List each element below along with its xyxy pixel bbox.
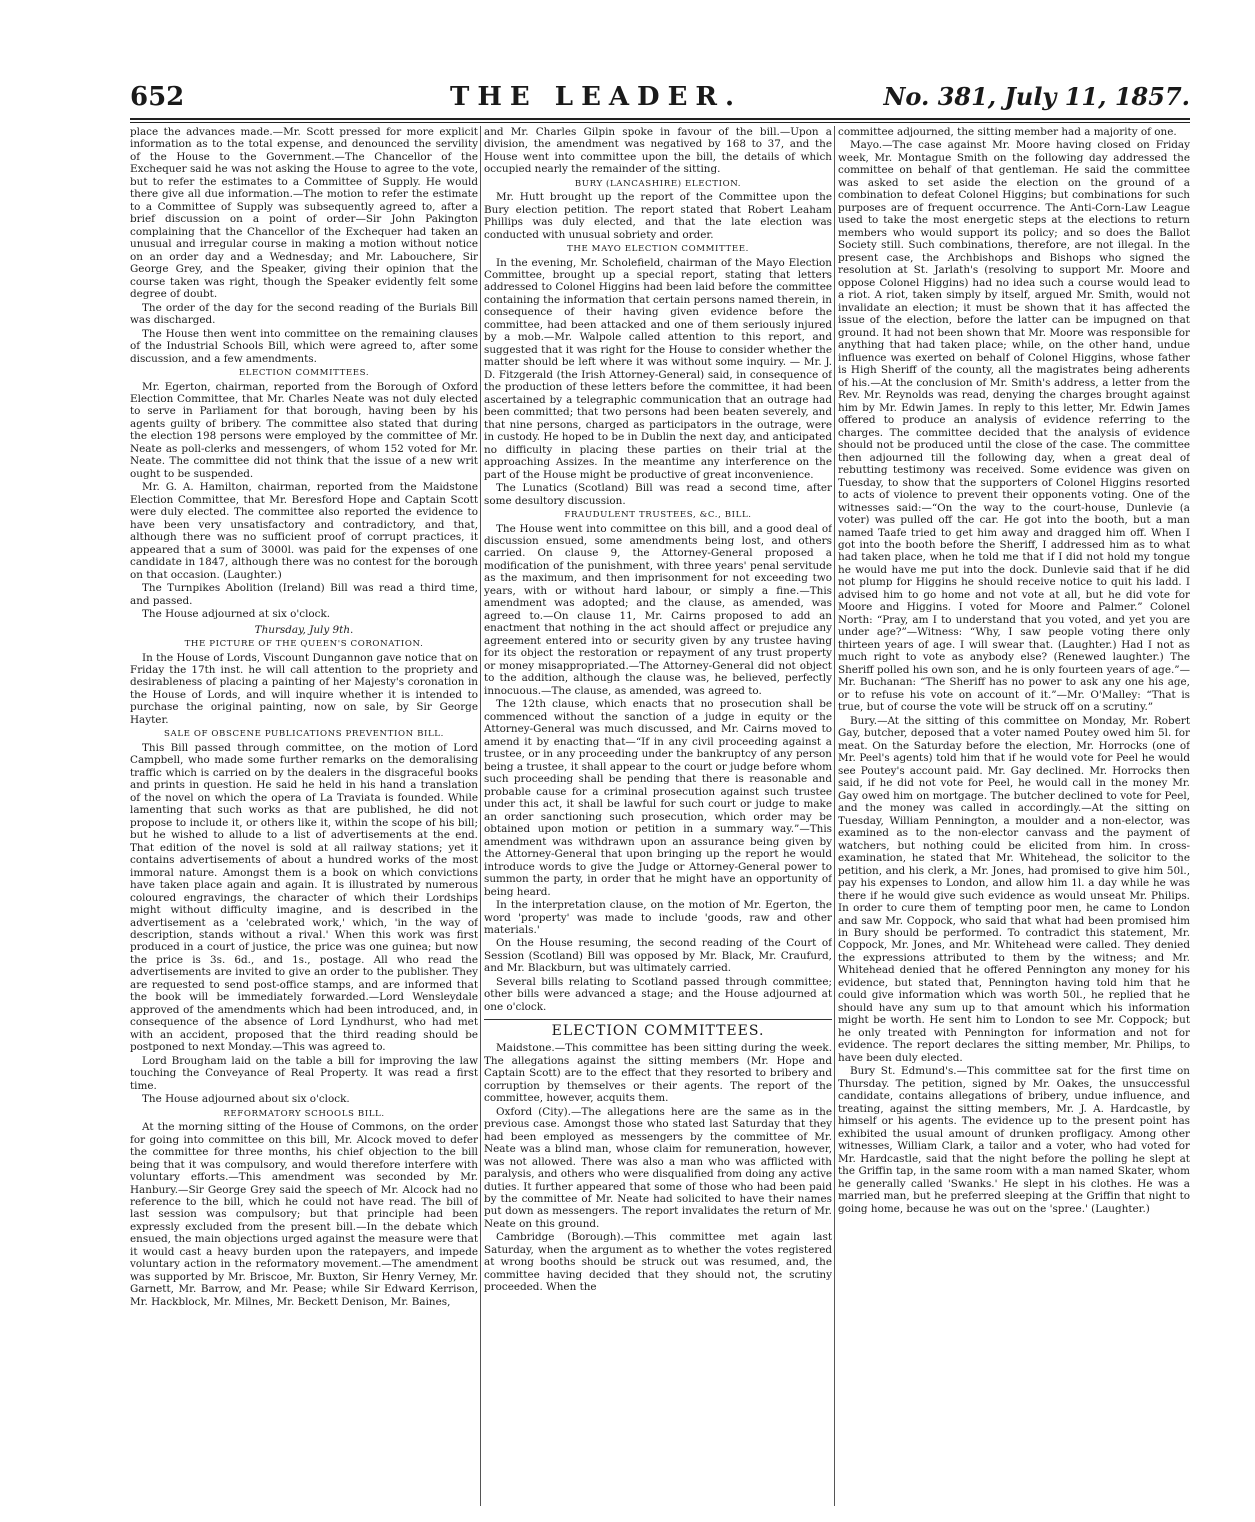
section-heading: FRAUDULENT TRUSTEES, &C., BILL. — [564, 510, 752, 521]
paragraph: Bury St. Edmund's.—This committee sat for the first time on Thursday. The petition, signed by Mr. Oakes, the unsuccessful candidate, contains allegations of bribery, undue influence, and treating, against the sitting members, Mr. J. A. Hardcastle, by himself or his agents. The evidence up to the present point has exhibited the usual amount of drunken profligacy. Among other witnesses, William Clark, a tailor and a voter, who had voted for Mr. Hardcastle, said that the night before the polling he slept at the Griffin tap, in the same room with a man named Skater, whom he generally called 'Swanks.' He slept in his clothes. He was a married man, but he preferred sleeping at the Griffin that night to going home, because he was out on the 'spree.' (Laughter.) — [838, 1065, 1190, 1215]
column-2 — [484, 126, 832, 1506]
paragraph: place the advances made.—Mr. Scott pressed for more explicit information as to the total expense, and denounced the servility of the House to the Government.—The Chancellor of the Exchequer said he was not asking the House to agree to the vote, but to refer the estimates to a Committee of Supply. He would there give all due information.—The motion to refer the estimate to a Committee of Supply was subsequently agreed to, after a brief discussion on a point of order—Sir John Pakington complaining that the Chancellor of the Exchequer had taken an unusual and irregular course in making a motion without notice on an order day and a Wednesday; and Mr. Labouchere, Sir George Grey, and the Speaker, giving their opinion that the course taken was right, though the Speaker evidently felt some degree of doubt. — [130, 126, 478, 301]
paragraph: Maidstone.—This committee has been sitting during the week. The allegations against the sitting members (Mr. Hope and Captain Scott) are to the effect that they resorted to bribery and corruption by themselves or their agents. The report of the committee, however, acquits them. — [484, 1042, 832, 1105]
paragraph: In the House of Lords, Viscount Dungannon gave notice that on Friday the 17th inst. he will call attention to the propriety and desirableness of placing a painting of her Majesty's coronation in the House of Lords, and will inquire whether it is intended to purchase the original painting, now on sale, by Sir George Hayter. — [130, 651, 478, 726]
paper-title: THE LEADER. — [450, 82, 743, 112]
paragraph: At the morning sitting of the House of Commons, on the order for going into committee on this bill, Mr. Alcock moved to defer the committee for three months, his chief objection to the bill being that it was compulsory, and would therefore interfere with voluntary efforts.—This amendment was seconded by Mr. Hanbury.—Sir George Grey said the speech of Mr. Alcock had no reference to the bill, which he could not have read. The bill of last session was compulsory; but that principle had been expressly excluded from the present bill.—In the debate which ensued, the main objections urged against the measure were that it would cast a heavy burden upon the ratepayers, and impede voluntary action in the reformatory movement.—The amendment was supported by Mr. Briscoe, Mr. Buxton, Sir Henry Verney, Mr. Garnett, Mr. Barrow, and Mr. Pease; while Sir Edward Kerrison, Mr. Hackblock, Mr. Milnes, Mr. Beckett Denison, Mr. Baines, — [130, 1121, 478, 1308]
paragraph: The House then went into committee on the remaining clauses of the Industrial Schools Bill, which were agreed to, after some discussion, and a few amendments. — [130, 327, 478, 365]
paragraph: Oxford (City).—The allegations here are the same as in the previous case. Amongst those who stated last Saturday that they had been employed as messengers by the committee of Mr. Neate was a blind man, whose claim for remuneration, however, was not allowed. There was also a man who was afflicted with paralysis, and others who were disqualified from doing any active duties. It further appeared that some of those who had been paid by the committee of Mr. Neate had solicited to have their names put down as messengers. The report invalidates the return of Mr. Neate on this ground. — [484, 1105, 832, 1230]
paragraph: On the House resuming, the second reading of the Court of Session (Scotland) Bill was opposed by Mr. Black, Mr. Craufurd, and Mr. Blackburn, but was ultimately carried. — [484, 937, 832, 975]
date-heading: Thursday, July 9th. — [254, 623, 354, 636]
paragraph: Mr. Hutt brought up the report of the Committee upon the Bury election petition. The report stated that Robert Leaham Phillips was duly elected, and that the late election was conducted with unusual sobriety and order. — [484, 191, 832, 241]
column-3 — [838, 126, 1190, 1506]
section-heading: THE MAYO ELECTION COMMITTEE. — [567, 244, 749, 255]
paragraph: Cambridge (Borough).—This committee met again last Saturday, when the argument as to whether the votes registered at wrong booths should be struck out was resumed, and, the committee having decided that they should not, the scrutiny proceeded. When the — [484, 1231, 832, 1294]
section-heading: BURY (LANCASHIRE) ELECTION. — [574, 178, 742, 189]
paragraph: This Bill passed through committee, on the motion of Lord Campbell, who made some further remarks on the demoralising traffic which is carried on by the dealers in the disgraceful books and prints in question. He said he held in his hand a translation of the novel on which the opera of La Traviata is founded. While lamenting that such works as that are published, he did not propose to include it, or others like it, within the scope of his bill; but he wished to allude to a list of advertisements at the end. That edition of the novel is sold at all railway stations; yet it contains advertisements of about a hundred works of the most immoral nature. Amongst them is a book on which convictions have taken place again and again. It is illustrated by numerous coloured engravings, the character of which their Lordships might without difficulty imagine, and is described in the advertisement as a 'celebrated work,' which, 'in the way of description, stands without a rival.' When this work was first produced in a court of justice, the price was one guinea; but now the price is 3s. 6d., and 1s., postage. All who read the advertisements are invited to give an order to the publisher. They are requested to send post-office stamps, and are informed that the book will be immediately forwarded.—Lord Wensleydale approved of the amendments which had been introduced, and, in consequence of the absence of Lord Lyndhurst, who had met with an accident, proposed that the third reading should be postponed to next Monday.—This was agreed to. — [130, 741, 478, 1054]
paragraph: committee adjourned, the sitting member had a majority of one. — [838, 126, 1177, 138]
masthead — [130, 78, 1190, 118]
column-1 — [130, 126, 478, 1506]
page-number: 652 — [130, 82, 185, 112]
section-heading: ELECTION COMMITTEES. — [238, 368, 370, 379]
paragraph: The Lunatics (Scotland) Bill was read a second time, after some desultory discussion. — [484, 482, 832, 507]
section-heading: REFORMATORY SCHOOLS BILL. — [223, 1108, 385, 1119]
column-divider — [834, 126, 835, 1506]
section-heading: SALE OF OBSCENE PUBLICATIONS PREVENTION BILL. — [164, 729, 444, 740]
paragraph: Mr. G. A. Hamilton, chairman, reported from the Maidstone Election Committee, that Mr. Beresford Hope and Captain Scott were duly elected. The committee also reported the evidence to have been very unsatisfactory and contradictory, and that, although there was no sufficient proof of corrupt practices, it appeared that a sum of 3000l. was paid for the expenses of one candidate in 1847, although there was no contest for the borough on that occasion. (Laughter.) — [130, 481, 478, 581]
header-rule-thin — [130, 122, 1190, 123]
paragraph: The House adjourned about six o'clock. — [142, 1093, 350, 1106]
paragraph: Mayo.—The case against Mr. Moore having closed on Friday week, Mr. Montague Smith on the following day addressed the committee on behalf of that gentleman. He said the committee was asked to set aside the election on the ground of a combination to defeat Colonel Higgins; but combinations for such purposes are of frequent occurrence. The Anti-Corn-Law League used to take the most energetic steps at the elections to return members who would support its policy; and so does the Ballot Society still. Such combinations, therefore, are not illegal. In the present case, the Archbishops and Bishops who signed the resolution at St. Jarlath's (resolving to support Mr. Moore and oppose Colonel Higgins) had no idea such a course would lead to a riot. A riot, taken simply by itself, argued Mr. Smith, would not invalidate an election; it must be shown that it has affected the issue of the election, before the latter can be impugned on that ground. It had not been shown that Mr. Moore was responsible for anything that had taken place; while, on the other hand, undue influence was exerted on behalf of Colonel Higgins, whose father is High Sheriff of the county, all the magistrates being adherents of his.—At the conclusion of Mr. Smith's address, a letter from the Rev. Mr. Reynolds was read, denying the charges brought against him by Mr. Edwin James. In reply to this letter, Mr. Edwin James offered to produce an analysis of evidence referring to the charges. The committee decided that the analysis of evidence should not be produced until the close of the case. The committee then adjourned till the following day, when a great deal of rebutting testimony was received. Some evidence was given on Tuesday, to show that the supporters of Colonel Higgins resorted to acts of violence to prevent their opponents voting. One of the witnesses said:—“On the way to the court-house, Dunlevie (a voter) was pulled off the car. He got into the booth, but a man named Taafe tried to get him away and dragged him off. When I got into the booth before the Sheriff, I addressed him as to what had taken place, when he told me that if I did not hold my tongue he would have me put into the dock. Dunlevie said that if he did not plump for Higgins he should receive notice to quit his ladd. I advised him to go home and not vote at all, but he did vote for Moore and Higgins. I voted for Moore and Palmer.” Colonel North: “Pray, am I to understand that you voted, and yet you are under age?”—Witness: “Why, I saw people voting there only thirteen years of age. I will swear that. (Laughter.) Had I not as much right to vote as anybody else? (Renewed laughter.) The Sheriff polled his own son, and he is only fourteen years of age.”—Mr. Buchanan: “The Sheriff has no power to ask any one his age, or to refuse his vote on account of it.”—Mr. O'Malley: “That is true, but of course the vote will be struck off on a scrutiny.” — [838, 139, 1190, 714]
paragraph: The House went into committee on this bill, and a good deal of discussion ensued, some amendments being lost, and others carried. On clause 9, the Attorney-General proposed a modification of the punishment, with three years' penal servitude as the maximum, and then imprisonment for not exceeding two years, with or without hard labour, or simply a fine.—This amendment was adopted; and the clause, as amended, was agreed to.—On clause 11, Mr. Cairns proposed to add an enactment that nothing in the act should affect or prejudice any agreement entered into or security given by any trustee having for its object the restoration or repayment of any trust property or money misappropriated.—The Attorney-General did not object to the addition, although the clause was, he believed, perfectly innocuous.—The clause, as amended, was agreed to. — [484, 522, 832, 697]
paragraph: Several bills relating to Scotland passed through committee; other bills were advanced a stage; and the House adjourned at one o'clock. — [484, 975, 832, 1013]
header-rule — [130, 118, 1190, 120]
column-divider — [480, 126, 481, 1506]
paragraph: In the evening, Mr. Scholefield, chairman of the Mayo Election Committee, brought up a special report, stating that letters addressed to Colonel Higgins had been laid before the committee containing the information that certain persons named therein, in consequence of their having given evidence before the committee, had been attacked and one of them seriously injured by a mob.—Mr. Walpole called attention to this report, and suggested that it was right for the House to consider whether the matter should be left where it was without some inquiry. — Mr. J. D. Fitzgerald (the Irish Attorney-General) said, in consequence of the production of these letters before the committee, it had been ascertained by a telegraphic communication that an outrage had been committed; that two persons had been beaten severely, and that nine persons, charged as participators in the outrage, were in custody. He hoped to be in Dublin the next day, and anticipated no difficulty in placing these parties on their trial at the approaching Assizes. In the meantime any interference on the part of the House might be productive of great inconvenience. — [484, 256, 832, 481]
issue-date: No. 381, July 11, 1857. — [883, 82, 1190, 111]
section-heading: THE PICTURE OF THE QUEEN'S CORONATION. — [184, 639, 424, 650]
section-heading-large: ELECTION COMMITTEES. — [484, 1019, 832, 1040]
paragraph: The 12th clause, which enacts that no prosecution shall be commenced without the sanction of a judge in equity or the Attorney-General was much discussed, and Mr. Cairns moved to amend it by enacting that—“If in any civil proceeding against a trustee, or in any proceeding under the bankruptcy of any person being a trustee, it shall appear to the court or judge before whom such proceeding shall be pending that there is reasonable and probable cause for a criminal prosecution against such trustee under this act, it shall be lawful for such court or judge to make an order sanctioning such prosecution, which order may be obtained upon motion or petition in a summary way.”—This amendment was withdrawn upon an assurance being given by the Attorney-General that upon bringing up the report he would introduce words to give the Judge or Attorney-General power to summon the party, in order that he might have an opportunity of being heard. — [484, 698, 832, 898]
paragraph: The Turnpikes Abolition (Ireland) Bill was read a third time, and passed. — [130, 582, 478, 607]
paragraph: The House adjourned at six o'clock. — [142, 608, 331, 621]
paragraph: The order of the day for the second reading of the Burials Bill was discharged. — [130, 301, 478, 327]
paragraph: Bury.—At the sitting of this committee on Monday, Mr. Robert Gay, butcher, deposed that a voter named Poutey owed him 5l. for meat. On the Saturday before the election, Mr. Horrocks (one of Mr. Peel's agents) told him that if he would vote for Peel he would see Poutey's account paid. Mr. Gay declined. Mr. Horrocks then said, if he did not vote for Peel, he would call in the money Mr. Gay owed him on mortgage. The butcher declined to vote for Peel, and the money was called in accordingly.—At the sitting on Tuesday, William Pennington, a moulder and a non-elector, was examined as to the non-elector canvass and the payment of watchers, but nothing could be elicited from him. In cross-examination, he stated that Mr. Whitehead, the solicitor to the petition, and his clerk, a Mr. Jones, had promised to give him 50l., pay his expenses to London, and allow him 1l. a day while he was there if he would give such evidence as would unseat Mr. Philips. In order to cure them of tempting poor men, he came to London and saw Mr. Coppock, who said that what had been promised him in Bury should be performed. To contradict this statement, Mr. Coppock, Mr. Jones, and Mr. Whitehead were called. They denied the expressions attributed to them by the witness; and Mr. Whitehead denied that he offered Pennington any money for his evidence, but stated that, Pennington having told him that he could give information which was worth 50l., he replied that he should have any sum up to that amount which his information might be worth. He sent him to London to see Mr. Coppock; but he only treated with Pennington for information and not for evidence. The report declares the sitting member, Mr. Philips, to have been duly elected. — [838, 714, 1190, 1064]
paragraph: Mr. Egerton, chairman, reported from the Borough of Oxford Election Committee, that Mr. Charles Neate was not duly elected to serve in Parliament for that borough, having been by his agents guilty of bribery. The committee also stated that during the election 198 persons were employed by the committee of Mr. Neate as poll-clerks and messengers, of whom 152 voted for Mr. Neate. The committee did not think that the issue of a new writ ought to be suspended. — [130, 380, 478, 480]
paragraph: In the interpretation clause, on the motion of Mr. Egerton, the word 'property' was made to include 'goods, raw and other materials.' — [484, 899, 832, 936]
paragraph: and Mr. Charles Gilpin spoke in favour of the bill.—Upon a division, the amendment was negatived by 168 to 37, and the House went into committee upon the bill, the details of which occupied nearly the remainder of the sitting. — [484, 126, 832, 176]
paragraph: Lord Brougham laid on the table a bill for improving the law touching the Conveyance of Real Property. It was read a first time. — [130, 1054, 478, 1092]
